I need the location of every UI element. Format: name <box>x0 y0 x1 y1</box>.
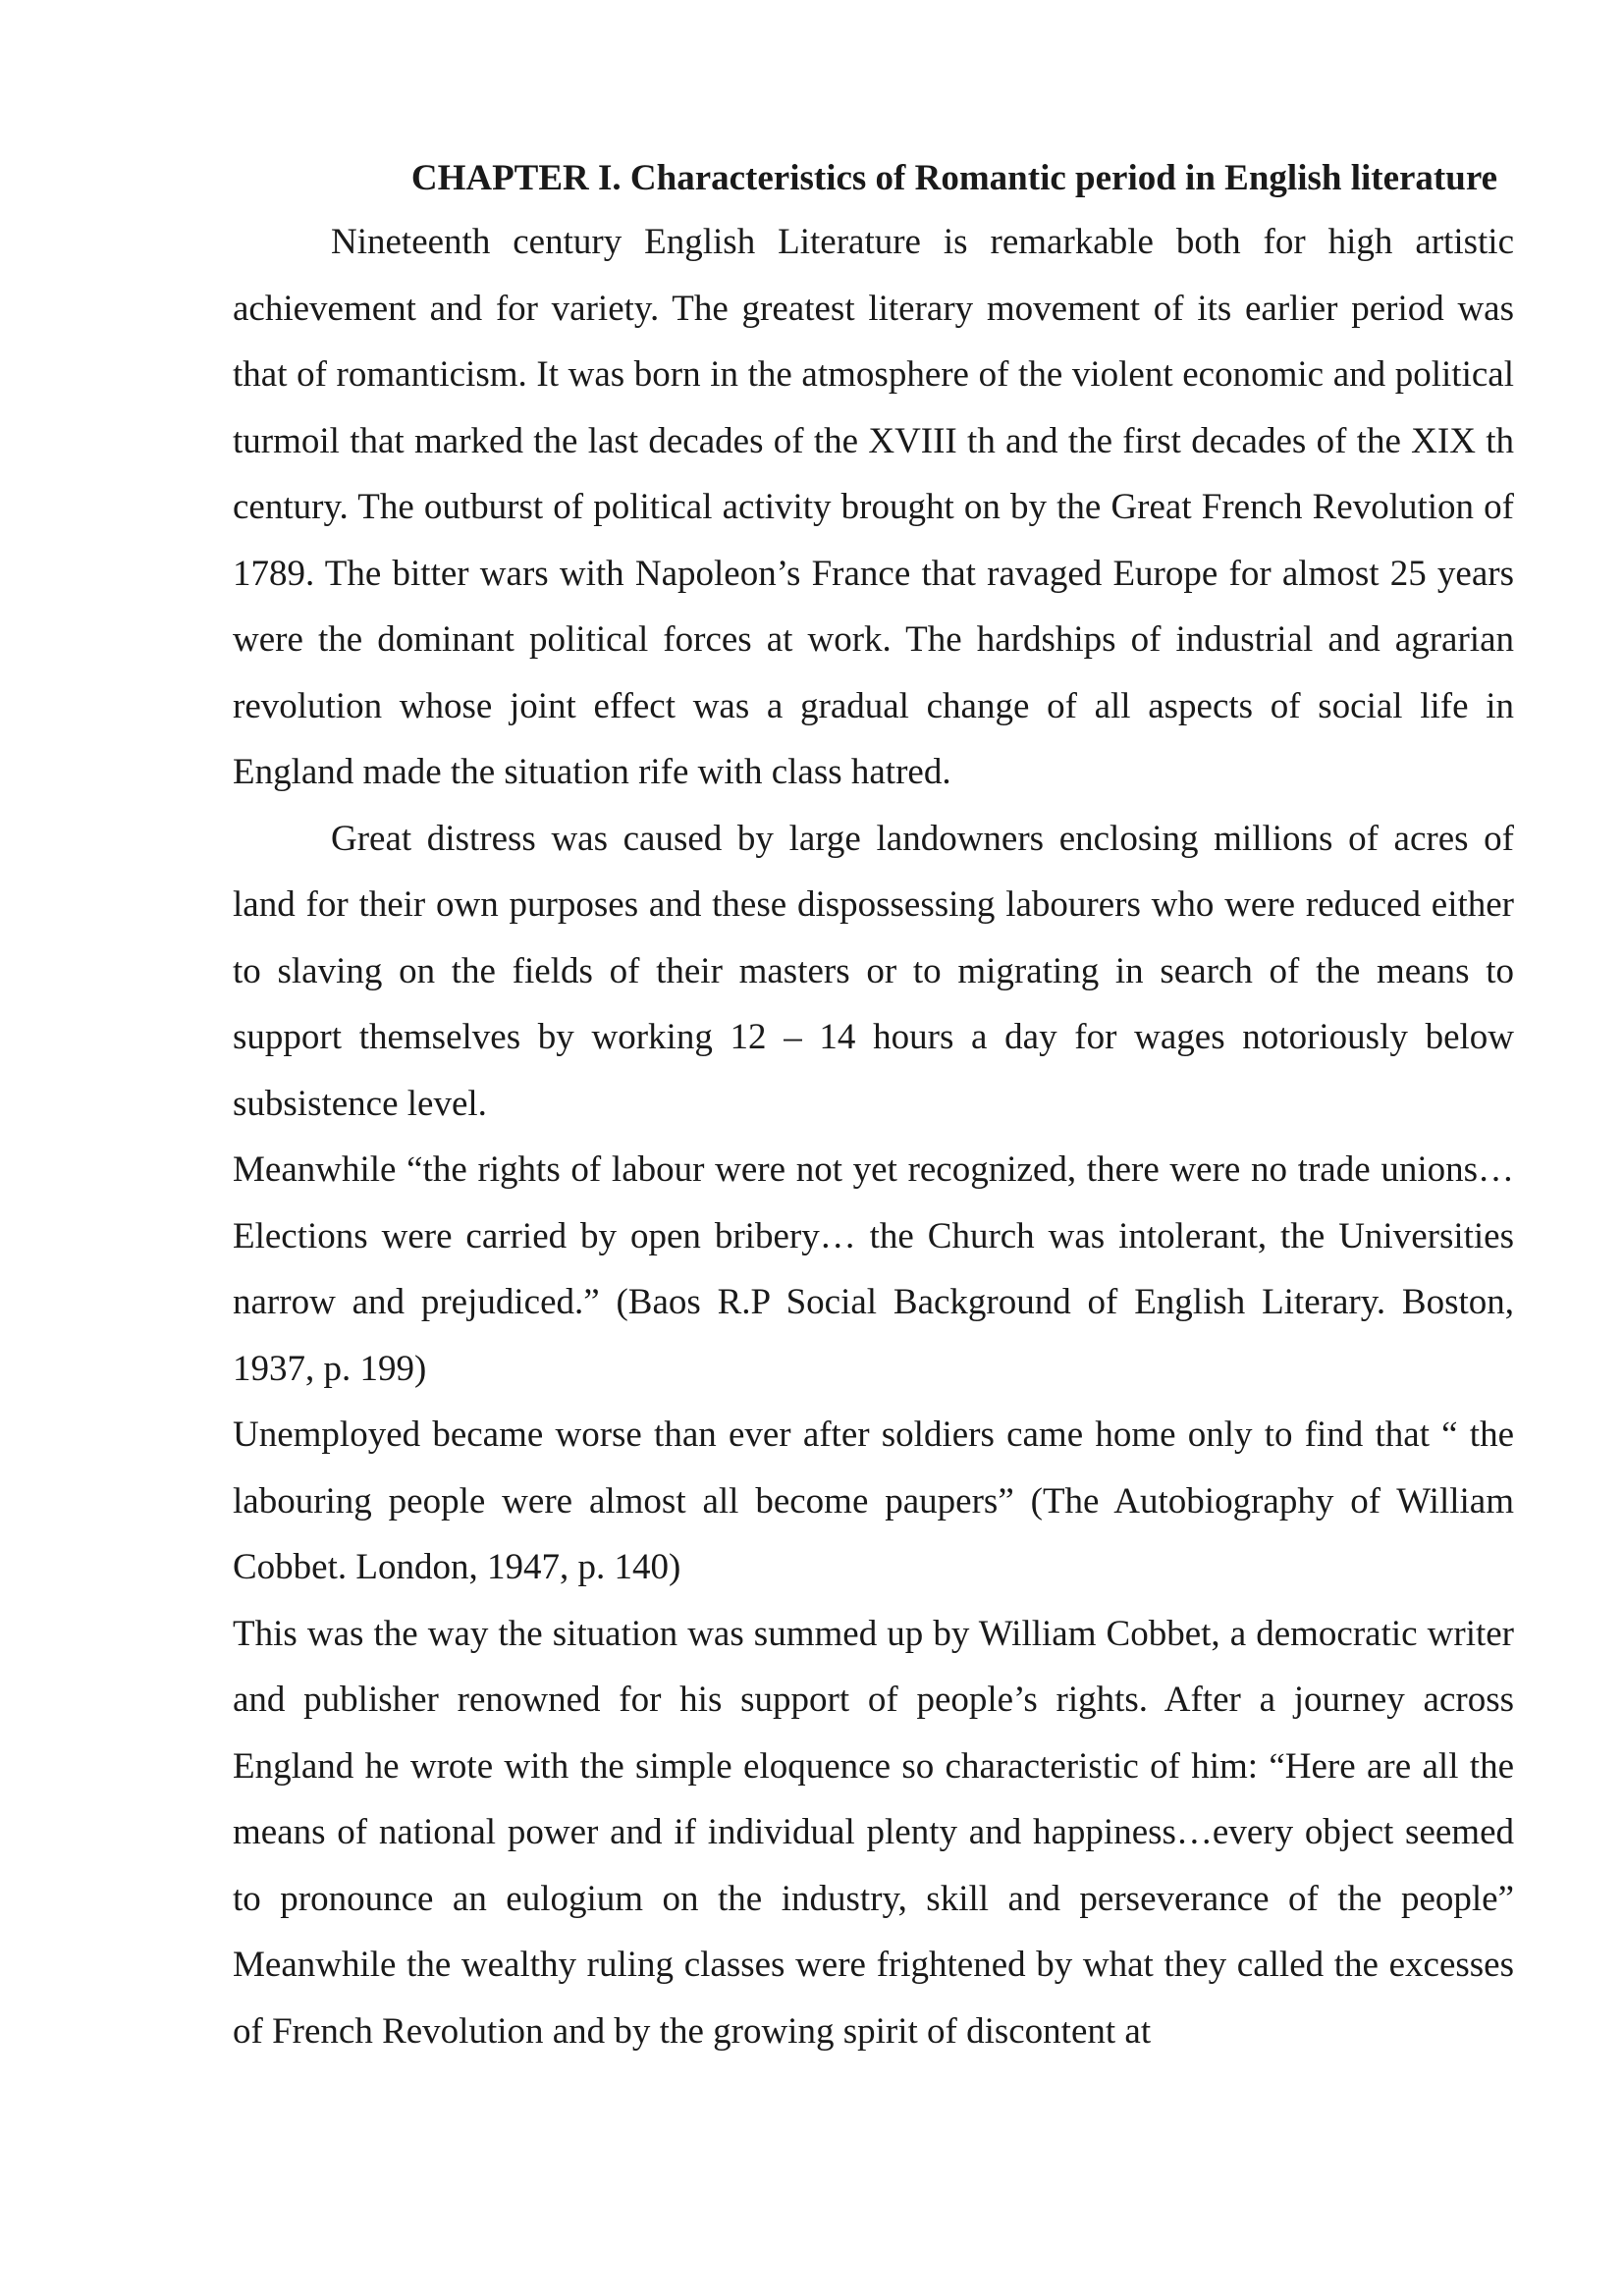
paragraph-great-distress: Great distress was caused by large landowners enclosing millions of acres of land for their own purposes and these dispossessing labourers who were reduced either to slaving on the fields of their masters or to migrating in search of the means to support themselves by working 12 – 14 hours a day for wages notoriously below subsistence level. <box>233 818 1514 1124</box>
document-page <box>233 147 1514 2064</box>
paragraph-william-cobbet: This was the way the situation was summed up by William Cobbet, a democratic writer and publisher renowned for his support of people’s rights. After a journey across England he wrote with the simple eloquence so characteristic of him: “Here are all the means of national power and if individual plenty and happiness…every object seemed to pronounce an eulogium on the industry, skill and perseverance of the people” Meanwhile the wealthy ruling classes were frightened by what they called the excesses of French Revolution and by the growing spirit of discontent at <box>233 1613 1514 2052</box>
paragraph-rights-of-labour: Meanwhile “the rights of labour were not yet recognized, there were no trade unions… Elections were carried by open bribery… the Church was intolerant, the Universities narrow and prejudiced.” (Baos R.P Social Background of English Literary. Boston, 1937, p. 199) <box>233 1149 1514 1389</box>
chapter-title: CHAPTER I. Characteristics of Romantic period in English literature <box>410 158 1497 198</box>
paragraph-unemployed: Unemployed became worse than ever after soldiers came home only to find that “ the labouring people were almost all become paupers” (The Autobiography of William Cobbet. London, 1947, p. 140) <box>233 1415 1514 1587</box>
paragraph-nineteenth-century: Nineteenth century English Literature is remarkable both for high artistic achievement and for variety. The greatest literary movement of its earlier period was that of romanticism. It was born in the atmosphere of the violent economic and political turmoil that marked the last decades of the XVIII th and the first decades of the XIX th century. The outburst of political activity brought on by the Great French Revolution of 1789. The bitter wars with Napoleon’s France that ravaged Europe for almost 25 years were the dominant political forces at work. The hardships of industrial and agrarian revolution whose joint effect was a gradual change of all aspects of social life in England made the situation rife with class hatred. <box>233 222 1514 792</box>
